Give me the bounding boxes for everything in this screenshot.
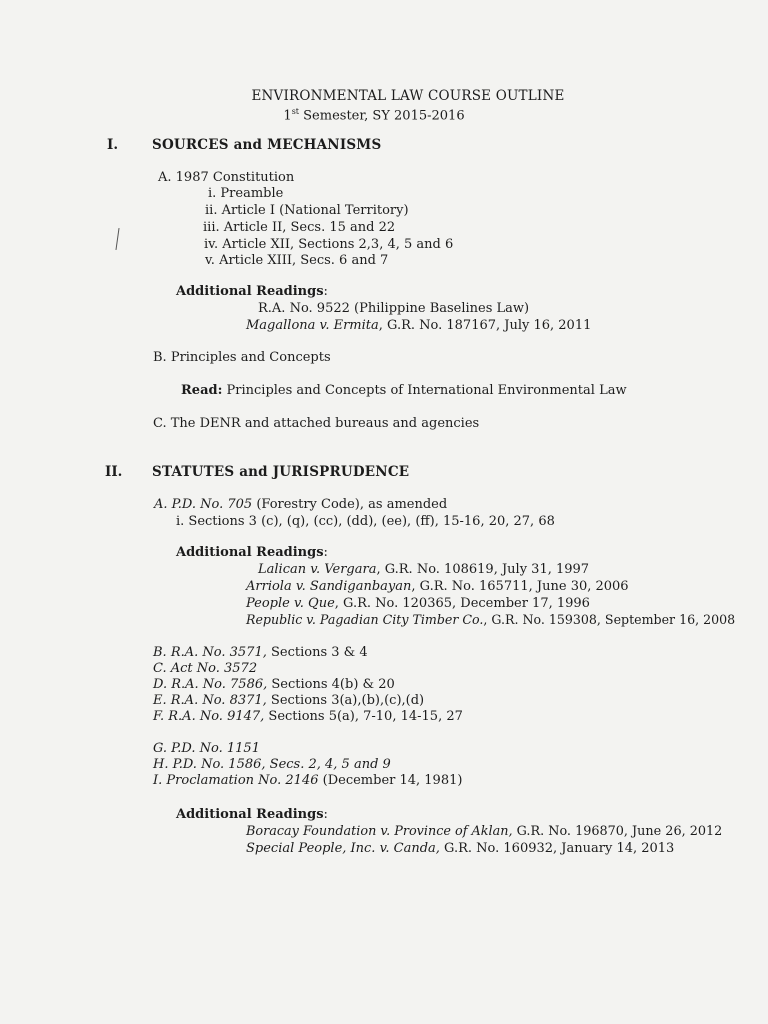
statute-sections: Sections 5(a), 7-10, 14-15, 27 xyxy=(264,709,463,724)
readings-2a-label: Additional Readings xyxy=(176,545,324,560)
statute-name: D. R.A. No. 7586, xyxy=(153,677,268,692)
statute-f xyxy=(153,709,463,725)
readings-2-colon: : xyxy=(323,807,328,822)
item-2a-label xyxy=(154,497,447,513)
case-arriola xyxy=(246,579,629,595)
statute-name: C. Act No. 3572 xyxy=(153,661,258,676)
case-republic xyxy=(246,612,735,628)
case-name: Republic v. Pagadian City Timber Co. xyxy=(246,612,484,627)
case-citation: , G.R. No. 108619, July 31, 1997 xyxy=(376,562,590,577)
readings-2a-colon: : xyxy=(323,545,328,560)
section-2-numeral: II. xyxy=(105,464,123,480)
case-boracay xyxy=(246,824,722,840)
case-name: People v. Que xyxy=(246,596,335,611)
statute-sections: Sections 3(a),(b),(c),(d) xyxy=(266,693,425,708)
item-2a-i: i. Sections 3 (c), (q), (cc), (dd), (ee), (ff), 15-16, 20, 27, 68 xyxy=(176,514,555,529)
reading-1a-2-rest: , G.R. No. 187167, July 16, 2011 xyxy=(378,318,592,333)
reading-1a-2 xyxy=(246,318,591,334)
section-1-numeral: I. xyxy=(107,137,119,153)
statute-name: B. R.A. No. 3571, xyxy=(153,645,267,660)
item-1a-ii: ii. Article I (National Territory) xyxy=(205,203,409,218)
statute-g xyxy=(153,741,260,757)
case-citation: G.R. No. 196870, June 26, 2012 xyxy=(512,824,723,839)
item-1b-read-text: Principles and Concepts of International Environmental Law xyxy=(222,383,627,398)
statute-name: E. R.A. No. 8371, xyxy=(153,693,267,708)
case-citation: G.R. No. 160932, January 14, 2013 xyxy=(439,841,675,856)
statute-name: G. P.D. No. 1151 xyxy=(153,741,260,756)
statute-e xyxy=(153,693,424,709)
item-1b-read xyxy=(181,383,627,399)
case-name: Lalican v. Vergara xyxy=(258,562,377,577)
section-1-heading: SOURCES and MECHANISMS xyxy=(152,137,382,153)
readings-1a-colon: : xyxy=(323,284,328,299)
item-1c-label: C. The DENR and attached bureaus and agencies xyxy=(153,416,480,431)
reading-1a-2-case: Magallona v. Ermita xyxy=(246,318,379,333)
item-1b-label: B. Principles and Concepts xyxy=(153,350,331,365)
statute-d xyxy=(153,677,395,693)
readings-1a-heading xyxy=(176,284,328,300)
case-citation: , G.R. No. 159308, September 16, 2008 xyxy=(483,612,736,627)
statute-sections: Sections 3 & 4 xyxy=(266,645,368,660)
item-1a-label: A. 1987 Constitution xyxy=(158,170,295,185)
readings-2-label: Additional Readings xyxy=(176,807,324,822)
statute-b xyxy=(153,645,368,661)
item-1b-read-label: Read: xyxy=(181,383,223,398)
semester-number: 1 xyxy=(283,108,292,124)
statute-name: H. P.D. No. 1586, Secs. 2, 4, 5 and 9 xyxy=(153,757,391,772)
statute-name: F. R.A. No. 9147, xyxy=(153,709,265,724)
case-name: Special People, Inc. v. Canda, xyxy=(246,841,440,856)
case-name: Arriola v. Sandiganbayan xyxy=(246,579,412,594)
document-title: ENVIRONMENTAL LAW COURSE OUTLINE xyxy=(251,88,565,104)
readings-2-heading xyxy=(176,807,328,823)
statute-i xyxy=(153,773,462,789)
case-special-people xyxy=(246,841,674,857)
readings-1a-label: Additional Readings xyxy=(176,284,324,299)
item-2a-label-it: A. P.D. No. 705 xyxy=(154,497,253,512)
pen-mark xyxy=(115,228,119,250)
case-lalican xyxy=(258,562,589,578)
section-2-heading: STATUTES and JURISPRUDENCE xyxy=(152,464,410,480)
item-1a-v: v. Article XIII, Secs. 6 and 7 xyxy=(205,253,389,268)
item-1a-iv: iv. Article XII, Sections 2,3, 4, 5 and 6 xyxy=(204,237,454,252)
statute-sections: (December 14, 1981) xyxy=(318,773,463,788)
statute-c xyxy=(153,661,257,677)
statute-h xyxy=(153,757,391,773)
semester-superscript: st xyxy=(291,107,300,116)
statute-name: I. Proclamation No. 2146 xyxy=(153,773,319,788)
item-2a-label-rest: (Forestry Code), as amended xyxy=(252,497,448,512)
item-1a-iii: iii. Article II, Secs. 15 and 22 xyxy=(203,220,396,235)
semester-text: Semester, SY 2015-2016 xyxy=(299,108,465,124)
document-subtitle xyxy=(0,104,748,124)
case-citation: , G.R. No. 165711, June 30, 2006 xyxy=(411,579,629,594)
readings-2a-heading xyxy=(176,545,328,561)
case-people-que xyxy=(246,596,590,612)
reading-1a-1: R.A. No. 9522 (Philippine Baselines Law) xyxy=(258,301,530,316)
statute-sections: Sections 4(b) & 20 xyxy=(267,677,395,692)
case-citation: , G.R. No. 120365, December 17, 1996 xyxy=(334,596,590,611)
item-1a-i: i. Preamble xyxy=(208,186,284,201)
case-name: Boracay Foundation v. Province of Aklan, xyxy=(246,824,513,839)
